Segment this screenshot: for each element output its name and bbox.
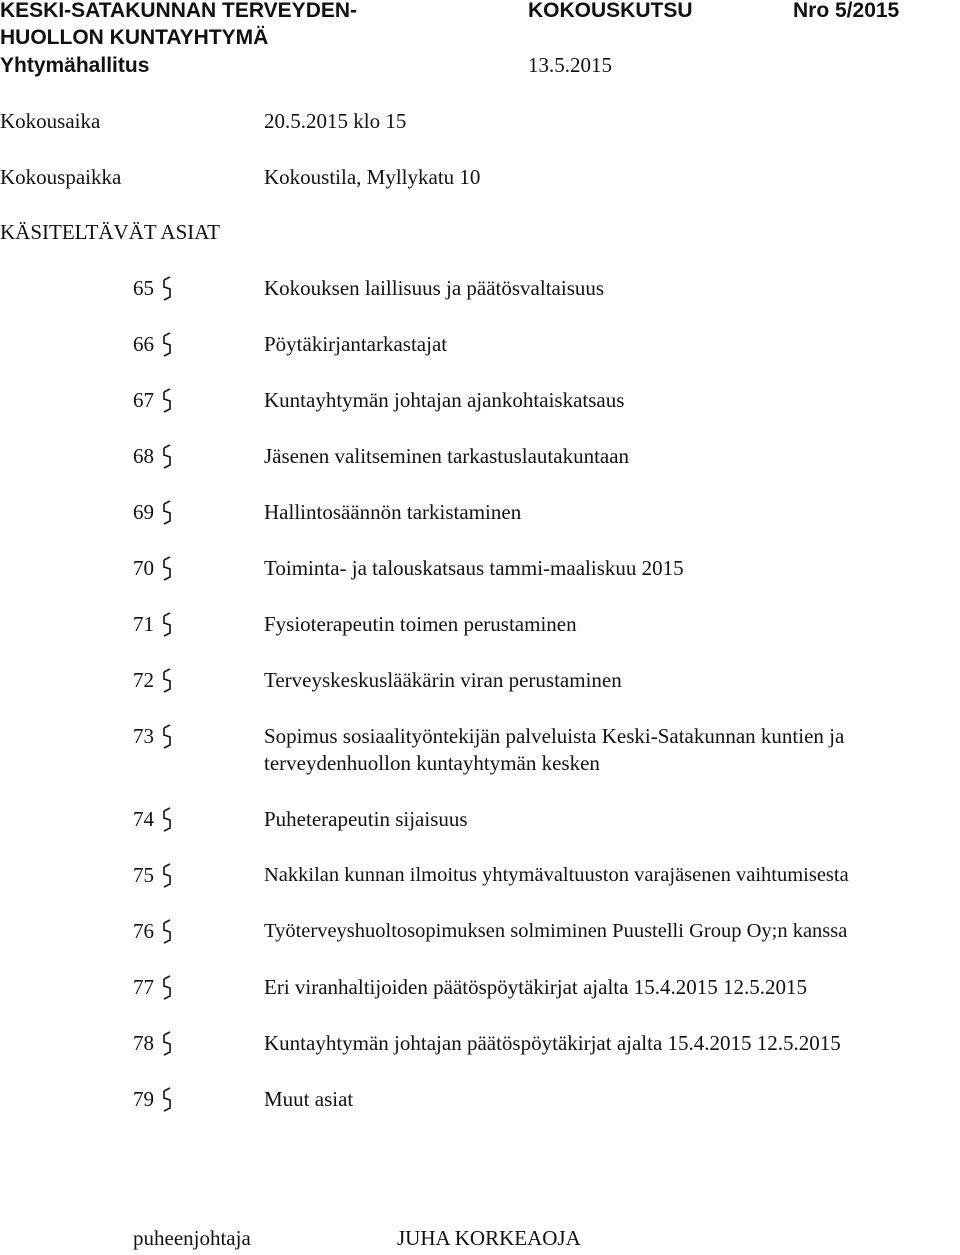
item-title: Pöytäkirjantarkastajat	[264, 332, 448, 356]
item-title: Toiminta- ja talouskatsaus tammi-maaliskuu 2015	[264, 556, 684, 580]
section-sign-icon	[160, 1030, 174, 1057]
document-number: Nro 5/2015	[793, 0, 900, 22]
section-sign-icon	[160, 667, 174, 694]
section-sign-icon	[160, 499, 174, 526]
section-sign-icon	[160, 387, 174, 414]
item-number: 76	[133, 919, 154, 943]
section-sign-icon	[160, 806, 174, 833]
item-title: Työterveyshuoltosopimuksen solmiminen Puustelli Group Oy;n kanssa	[264, 920, 848, 942]
section-sign-icon	[160, 723, 174, 750]
item-number: 67	[133, 388, 154, 412]
signature-name: JUHA KORKEAOJA	[397, 1226, 581, 1250]
item-number: 68	[133, 444, 154, 468]
section-sign-icon	[160, 918, 174, 945]
organization-name-line2: HUOLLON KUNTAYHTYMÄ	[0, 26, 269, 49]
item-title: Hallintosäännön tarkistaminen	[264, 500, 522, 524]
item-title: Sopimus sosiaalityöntekijän palveluista Keski-Satakunnan kuntien ja terveydenhuollon kuntayhtymän kesken	[264, 724, 845, 775]
section-sign-icon	[160, 331, 174, 358]
item-title: Terveyskeskuslääkärin viran perustaminen	[264, 668, 622, 692]
item-number: 78	[133, 1031, 154, 1055]
section-sign-icon	[160, 443, 174, 470]
meeting-place-label: Kokouspaikka	[0, 165, 122, 189]
item-title: Kuntayhtymän johtajan päätöspöytäkirjat ajalta 15.4.2015 12.5.2015	[264, 1031, 841, 1055]
item-title: Nakkilan kunnan ilmoitus yhtymävaltuuston varajäsenen vaihtumisesta	[264, 864, 849, 886]
item-title: Fysioterapeutin toimen perustaminen	[264, 612, 577, 636]
item-number: 74	[133, 807, 154, 831]
section-sign-icon	[160, 974, 174, 1001]
item-title: Eri viranhaltijoiden päätöspöytäkirjat ajalta 15.4.2015 12.5.2015	[264, 975, 807, 999]
meeting-time-value: 20.5.2015 klo 15	[264, 109, 407, 133]
item-title: Kokouksen laillisuus ja päätösvaltaisuus	[264, 276, 605, 300]
item-number: 73	[133, 724, 154, 748]
section-sign-icon	[160, 862, 174, 889]
document-type: KOKOUSKUTSU	[528, 0, 693, 22]
item-number: 77	[133, 975, 154, 999]
signature-role: puheenjohtaja	[133, 1226, 251, 1250]
item-number: 72	[133, 668, 154, 692]
item-number: 70	[133, 556, 154, 580]
section-sign-icon	[160, 275, 174, 302]
item-title: Puheterapeutin sijaisuus	[264, 807, 468, 831]
section-sign-icon	[160, 611, 174, 638]
organization-name-line1: KESKI-SATAKUNNAN TERVEYDEN-	[0, 0, 358, 22]
meeting-time-label: Kokousaika	[0, 109, 101, 133]
section-sign-icon	[160, 1086, 174, 1113]
meeting-place-value: Kokoustila, Myllykatu 10	[264, 165, 481, 189]
item-number: 66	[133, 332, 154, 356]
item-title: Muut asiat	[264, 1087, 354, 1111]
document-date: 13.5.2015	[528, 53, 612, 77]
governing-body: Yhtymähallitus	[0, 54, 150, 77]
agenda-heading: KÄSITELTÄVÄT ASIAT	[0, 220, 220, 244]
item-number: 79	[133, 1087, 154, 1111]
item-number: 69	[133, 500, 154, 524]
item-number: 75	[133, 863, 154, 887]
item-title: Kuntayhtymän johtajan ajankohtaiskatsaus	[264, 388, 625, 412]
item-number: 65	[133, 276, 154, 300]
section-sign-icon	[160, 555, 174, 582]
item-number: 71	[133, 612, 154, 636]
item-title: Jäsenen valitseminen tarkastuslautakuntaan	[264, 444, 630, 468]
